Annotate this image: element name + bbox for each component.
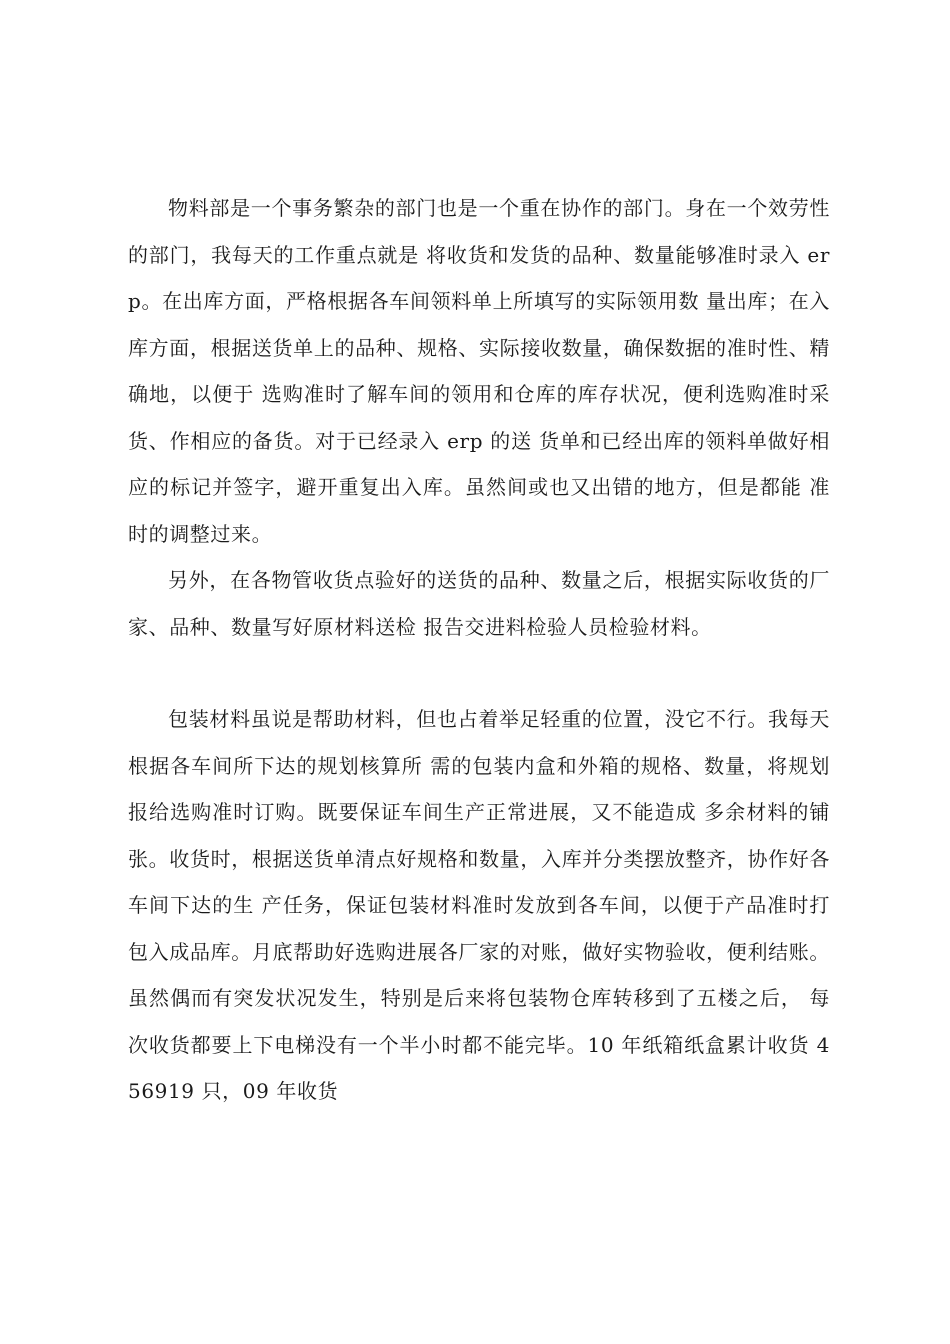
paragraph-packaging-materials: 包装材料虽说是帮助材料，但也占着举足轻重的位置，没它不行。我每天根据各车间所下达的规划核算所 需的包装内盒和外箱的规格、数量，将规划报给选购准时订购。既要保证车间生产正常进展，又不能造成 多余材料的铺张。收货时，根据送货单清点好规格和数量，入库并分类摆放整齐，协作好各车间下达的生 产任务，保证包装材料准时发放到各车间，以便于产品准时打包入成品库。月底帮助好选购进展各厂家的对账，做好实物验收，便利结账。虽然偶而有突发状况发生，特别是后来将包装物仓库转移到了五楼之后， 每次收货都要上下电梯没有一个半小时都不能完毕。10 年纸箱纸盒累计收货 456919 只，09 年收货 — [128, 707, 830, 1103]
paragraph-materials-department: 物料部是一个事务繁杂的部门也是一个重在协作的部门。身在一个效劳性的部门，我每天的工作重点就是 将收货和发货的品种、数量能够准时录入 erp。在出库方面，严格根据各车间领料单上所填写的实际领用数 量出库；在入库方面，根据送货单上的品种、规格、实际接收数量，确保数据的准时性、精确地，以便于 选购准时了解车间的领用和仓库的库存状况，便利选购准时采货、作相应的备货。对于已经录入 erp 的送 货单和已经出库的领料单做好相应的标记并签字，避开重复出入库。虽然间或也又出错的地方，但是都能 准时的调整过来。 — [128, 196, 830, 546]
document-body — [128, 185, 830, 1115]
paragraph-inspection-report: 另外，在各物管收货点验好的送货的品种、数量之后，根据实际收货的厂家、品种、数量写好原材料送检 报告交进料检验人员检验材料。 — [128, 568, 830, 639]
